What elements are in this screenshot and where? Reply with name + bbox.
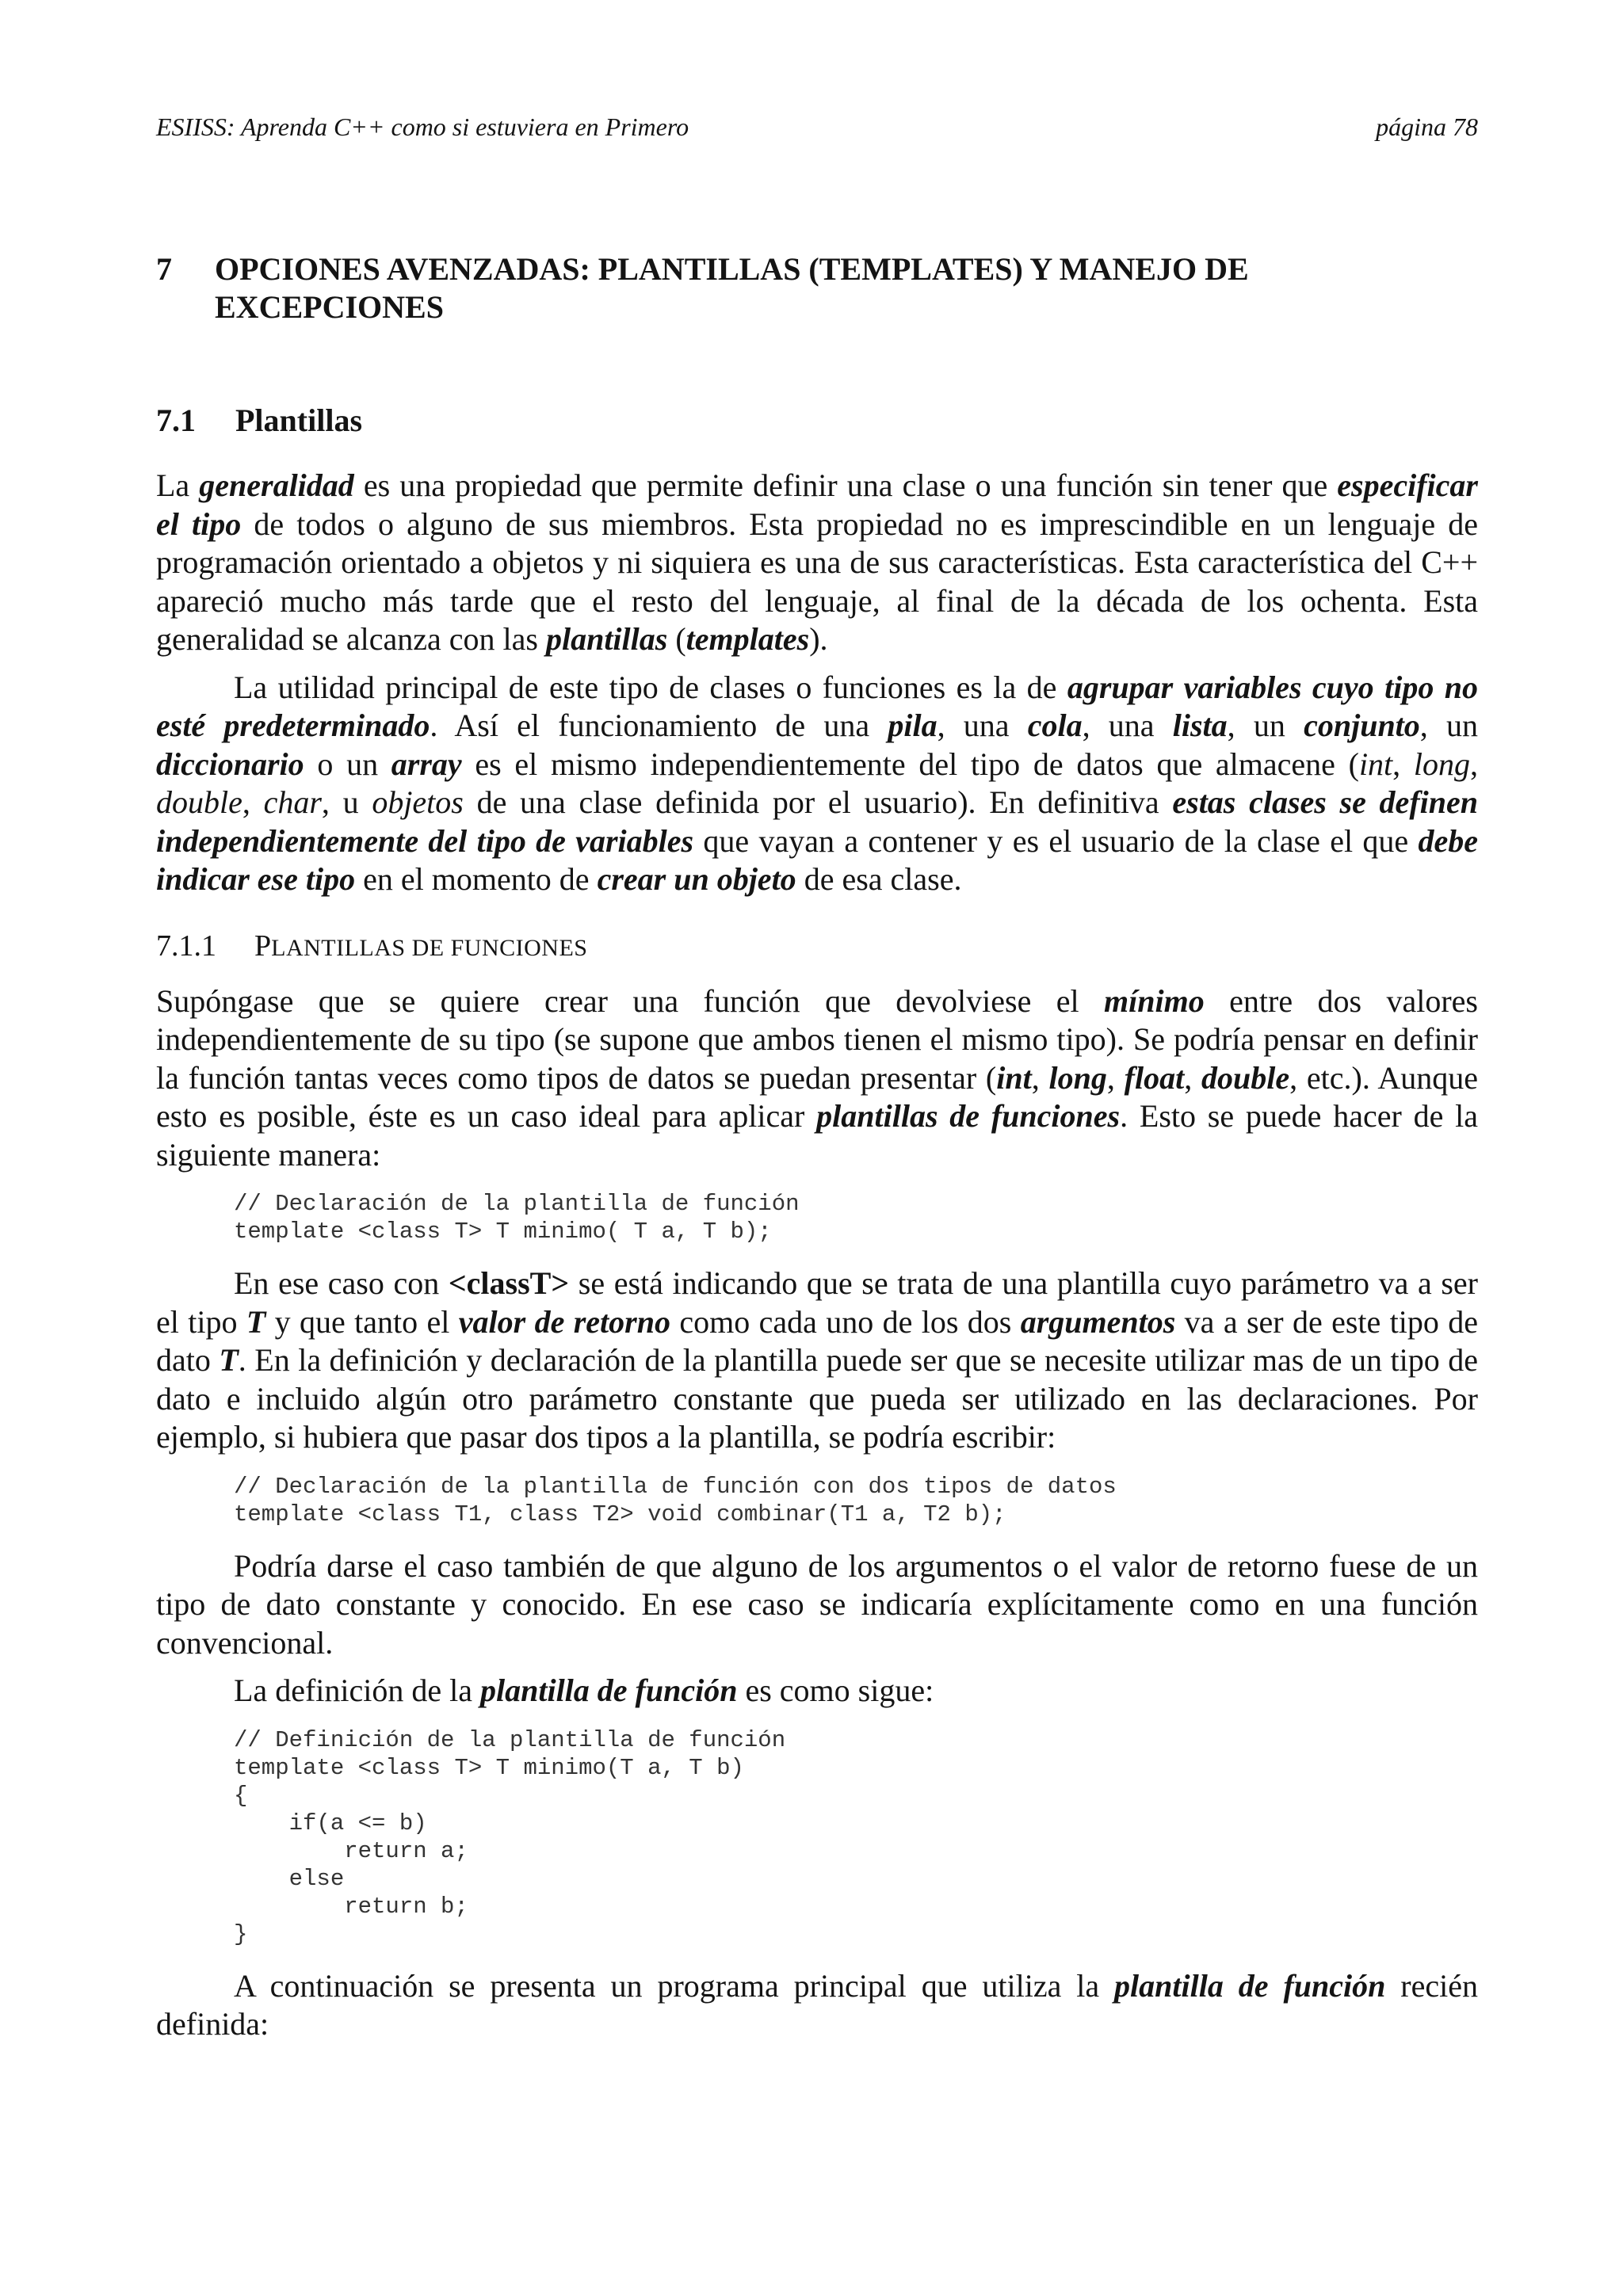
- text-run: (: [667, 621, 686, 657]
- emphasis-pila: pila: [888, 707, 938, 743]
- text-run: , una: [937, 707, 1028, 743]
- emphasis-conjunto: conjunto: [1304, 707, 1420, 743]
- text-run: es una propiedad que permite definir una clase o una función sin tener que: [353, 467, 1338, 503]
- emphasis-generalidad: generalidad: [199, 467, 354, 503]
- text-run: y que tanto el: [265, 1303, 459, 1340]
- paragraph-constante: [156, 1547, 1478, 1663]
- paragraph-utilidad: [156, 669, 1478, 899]
- italic-objetos: objetos: [372, 784, 464, 820]
- section-heading: [156, 402, 1478, 440]
- chapter-title-line2: EXCEPCIONES: [215, 289, 444, 325]
- text-run: . Esto se puede hacer de la siguiente manera:: [156, 1098, 1478, 1173]
- text-run: recién definida:: [156, 1967, 1478, 2042]
- subsection-number: 7.1.1: [156, 929, 216, 963]
- text-run: A continuación se presenta un programa principal que utiliza la: [234, 1967, 1115, 2004]
- text-run: ,: [242, 784, 264, 820]
- emphasis-double: double: [1201, 1059, 1290, 1096]
- emphasis-minimo: mínimo: [1104, 982, 1205, 1019]
- text-run: se está indicando que se trata de una plantilla cuyo parámetro va a ser el tipo: [156, 1265, 1478, 1340]
- text-run: ,: [1106, 1059, 1125, 1096]
- text-run: La utilidad principal de este tipo de clases o funciones es la de: [234, 669, 1067, 705]
- paragraph-definicion: [156, 1672, 1478, 1711]
- italic-char: char: [263, 784, 322, 820]
- subsection-heading: [156, 928, 1478, 967]
- emphasis-float: float: [1124, 1059, 1185, 1096]
- code-block-declaracion: // Declaración de la plantilla de función template <class T> T minimo( T a, T b);: [234, 1191, 800, 1245]
- chapter-title: [215, 250, 1478, 326]
- text-run: La: [156, 467, 200, 503]
- text-run: , etc.). Aunque esto es posible, éste es un caso ideal para aplicar: [156, 1059, 1479, 1134]
- text-run: Podría darse el caso también de que alguno de los argumentos o el valor de retorno fuese de un tipo de dato constante y conocido. En ese caso se indicaría explícitamente como en una función convencional.: [156, 1547, 1478, 1661]
- text-run: En ese caso con: [234, 1265, 449, 1301]
- italic-double: double: [156, 784, 242, 820]
- subsection-title: [254, 928, 587, 967]
- paragraph-minimo: [156, 982, 1478, 1175]
- text-run: es como sigue:: [737, 1672, 934, 1708]
- italic-long: long: [1413, 746, 1470, 782]
- emphasis-cola: cola: [1027, 707, 1083, 743]
- emphasis-T: T: [246, 1303, 266, 1340]
- text-run: ,: [1031, 1059, 1049, 1096]
- chapter-number: 7: [156, 251, 172, 287]
- text-run: como cada uno de los dos: [670, 1303, 1021, 1340]
- text-run: que vayan a contener y es el usuario de la clase el que: [693, 822, 1419, 859]
- emphasis-agrupar-variables: agrupar variables cuyo tipo no esté predeterminado: [156, 669, 1478, 743]
- emphasis-argumentos: argumentos: [1020, 1303, 1176, 1340]
- page-content: [156, 250, 1478, 2054]
- text-run: de esa clase.: [796, 861, 962, 897]
- emphasis-long: long: [1048, 1059, 1107, 1096]
- emphasis-plantilla-funcion: plantilla de función: [1114, 1967, 1386, 2004]
- text-run: . Así el funcionamiento de una: [430, 707, 888, 743]
- subsection-title-initial: P: [254, 929, 272, 963]
- text-run: de una clase definida por el usuario). En definitiva: [463, 784, 1173, 820]
- chapter-title-line1: OPCIONES AVENZADAS: PLANTILLAS (TEMPLATES) Y MANEJO DE: [215, 251, 1249, 287]
- emphasis-array: array: [391, 746, 462, 782]
- text-run: , un: [1227, 707, 1304, 743]
- running-header: [156, 111, 1478, 143]
- text-run: , u: [321, 784, 372, 820]
- text-run: entre dos valores independientemente de su tipo (se supone que ambos tienen el mismo tipo). Se podría pensar en definir la función tantas veces como tipos de datos se puedan presentar (: [156, 982, 1479, 1096]
- emphasis-plantilla-funcion: plantilla de función: [479, 1672, 738, 1708]
- emphasis-indicar-tipo: debe indicar ese tipo: [156, 822, 1478, 897]
- text-run: . En la definición y declaración de la plantilla puede ser que se necesite utilizar mas de un tipo de dato e incluido algún otro parámetro constante que pueda ser utilizado en las declaraciones. Por ejemplo, si hubiera que pasar dos tipos a la plantilla, se podría escribir:: [156, 1342, 1478, 1455]
- italic-int: int: [1358, 746, 1393, 782]
- text-run: va a ser de este tipo de dato: [156, 1303, 1478, 1378]
- emphasis-T: T: [219, 1342, 239, 1378]
- emphasis-crear-objeto: crear un objeto: [597, 861, 796, 897]
- header-book-title: ESIISS: Aprenda C++ como si estuviera en Primero: [156, 113, 689, 141]
- text-run: es el mismo independientemente del tipo de datos que almacene (: [461, 746, 1359, 782]
- emphasis-clases-independientes: estas clases se definen independientemente del tipo de variables: [156, 784, 1478, 859]
- subsection-title-rest: LANTILLAS DE FUNCIONES: [271, 934, 588, 961]
- emphasis-plantillas: plantillas: [545, 621, 668, 657]
- header-page-number: página 78: [1376, 113, 1478, 141]
- code-block-definicion: // Definición de la plantilla de función template <class T> T minimo(T a, T b) { if(a <= b) return a; else return b; }: [234, 1726, 786, 1947]
- emphasis-int: int: [996, 1059, 1032, 1096]
- text-run: ,: [1470, 746, 1478, 782]
- text-run: Supóngase que se quiere crear una función que devolviese el: [156, 982, 1105, 1019]
- section-title: Plantillas: [235, 402, 363, 438]
- text-run: en el momento de: [355, 861, 598, 897]
- emphasis-templates: templates: [685, 621, 810, 657]
- text-run: o un: [304, 746, 391, 782]
- text-run: ).: [809, 621, 828, 657]
- emphasis-lista: lista: [1172, 707, 1228, 743]
- emphasis-valor-retorno: valor de retorno: [458, 1303, 670, 1340]
- emphasis-diccionario: diccionario: [156, 746, 304, 782]
- text-run: ,: [1392, 746, 1414, 782]
- paragraph-continuacion: [156, 1967, 1478, 2044]
- chapter-heading: [156, 250, 1478, 326]
- emphasis-plantillas-funciones: plantillas de funciones: [816, 1098, 1121, 1134]
- section-number: 7.1: [156, 402, 196, 438]
- paragraph-classT: [156, 1264, 1478, 1457]
- text-run: ,: [1184, 1059, 1201, 1096]
- text-run: de todos o alguno de sus miembros. Esta propiedad no es imprescindible en un lenguaje de programación orientado a objetos y ni siquiera es una de sus características. Esta característica del C++ apareció mucho más tarde que el resto del lenguaje, al final de la década de los ochenta. Esta generalidad se alcanza con las: [156, 505, 1479, 657]
- bold-classT: <classT>: [448, 1265, 570, 1301]
- paragraph-generalidad: [156, 467, 1478, 659]
- text-run: La definición de la: [234, 1672, 480, 1708]
- text-run: , un: [1419, 707, 1478, 743]
- emphasis-especificar-tipo: especificar el tipo: [156, 467, 1478, 542]
- code-block-dos-tipos: // Declaración de la plantilla de función con dos tipos de datos template <class T1, class T2> void combinar(T1 a, T2 b);: [234, 1473, 1117, 1527]
- text-run: , una: [1082, 707, 1173, 743]
